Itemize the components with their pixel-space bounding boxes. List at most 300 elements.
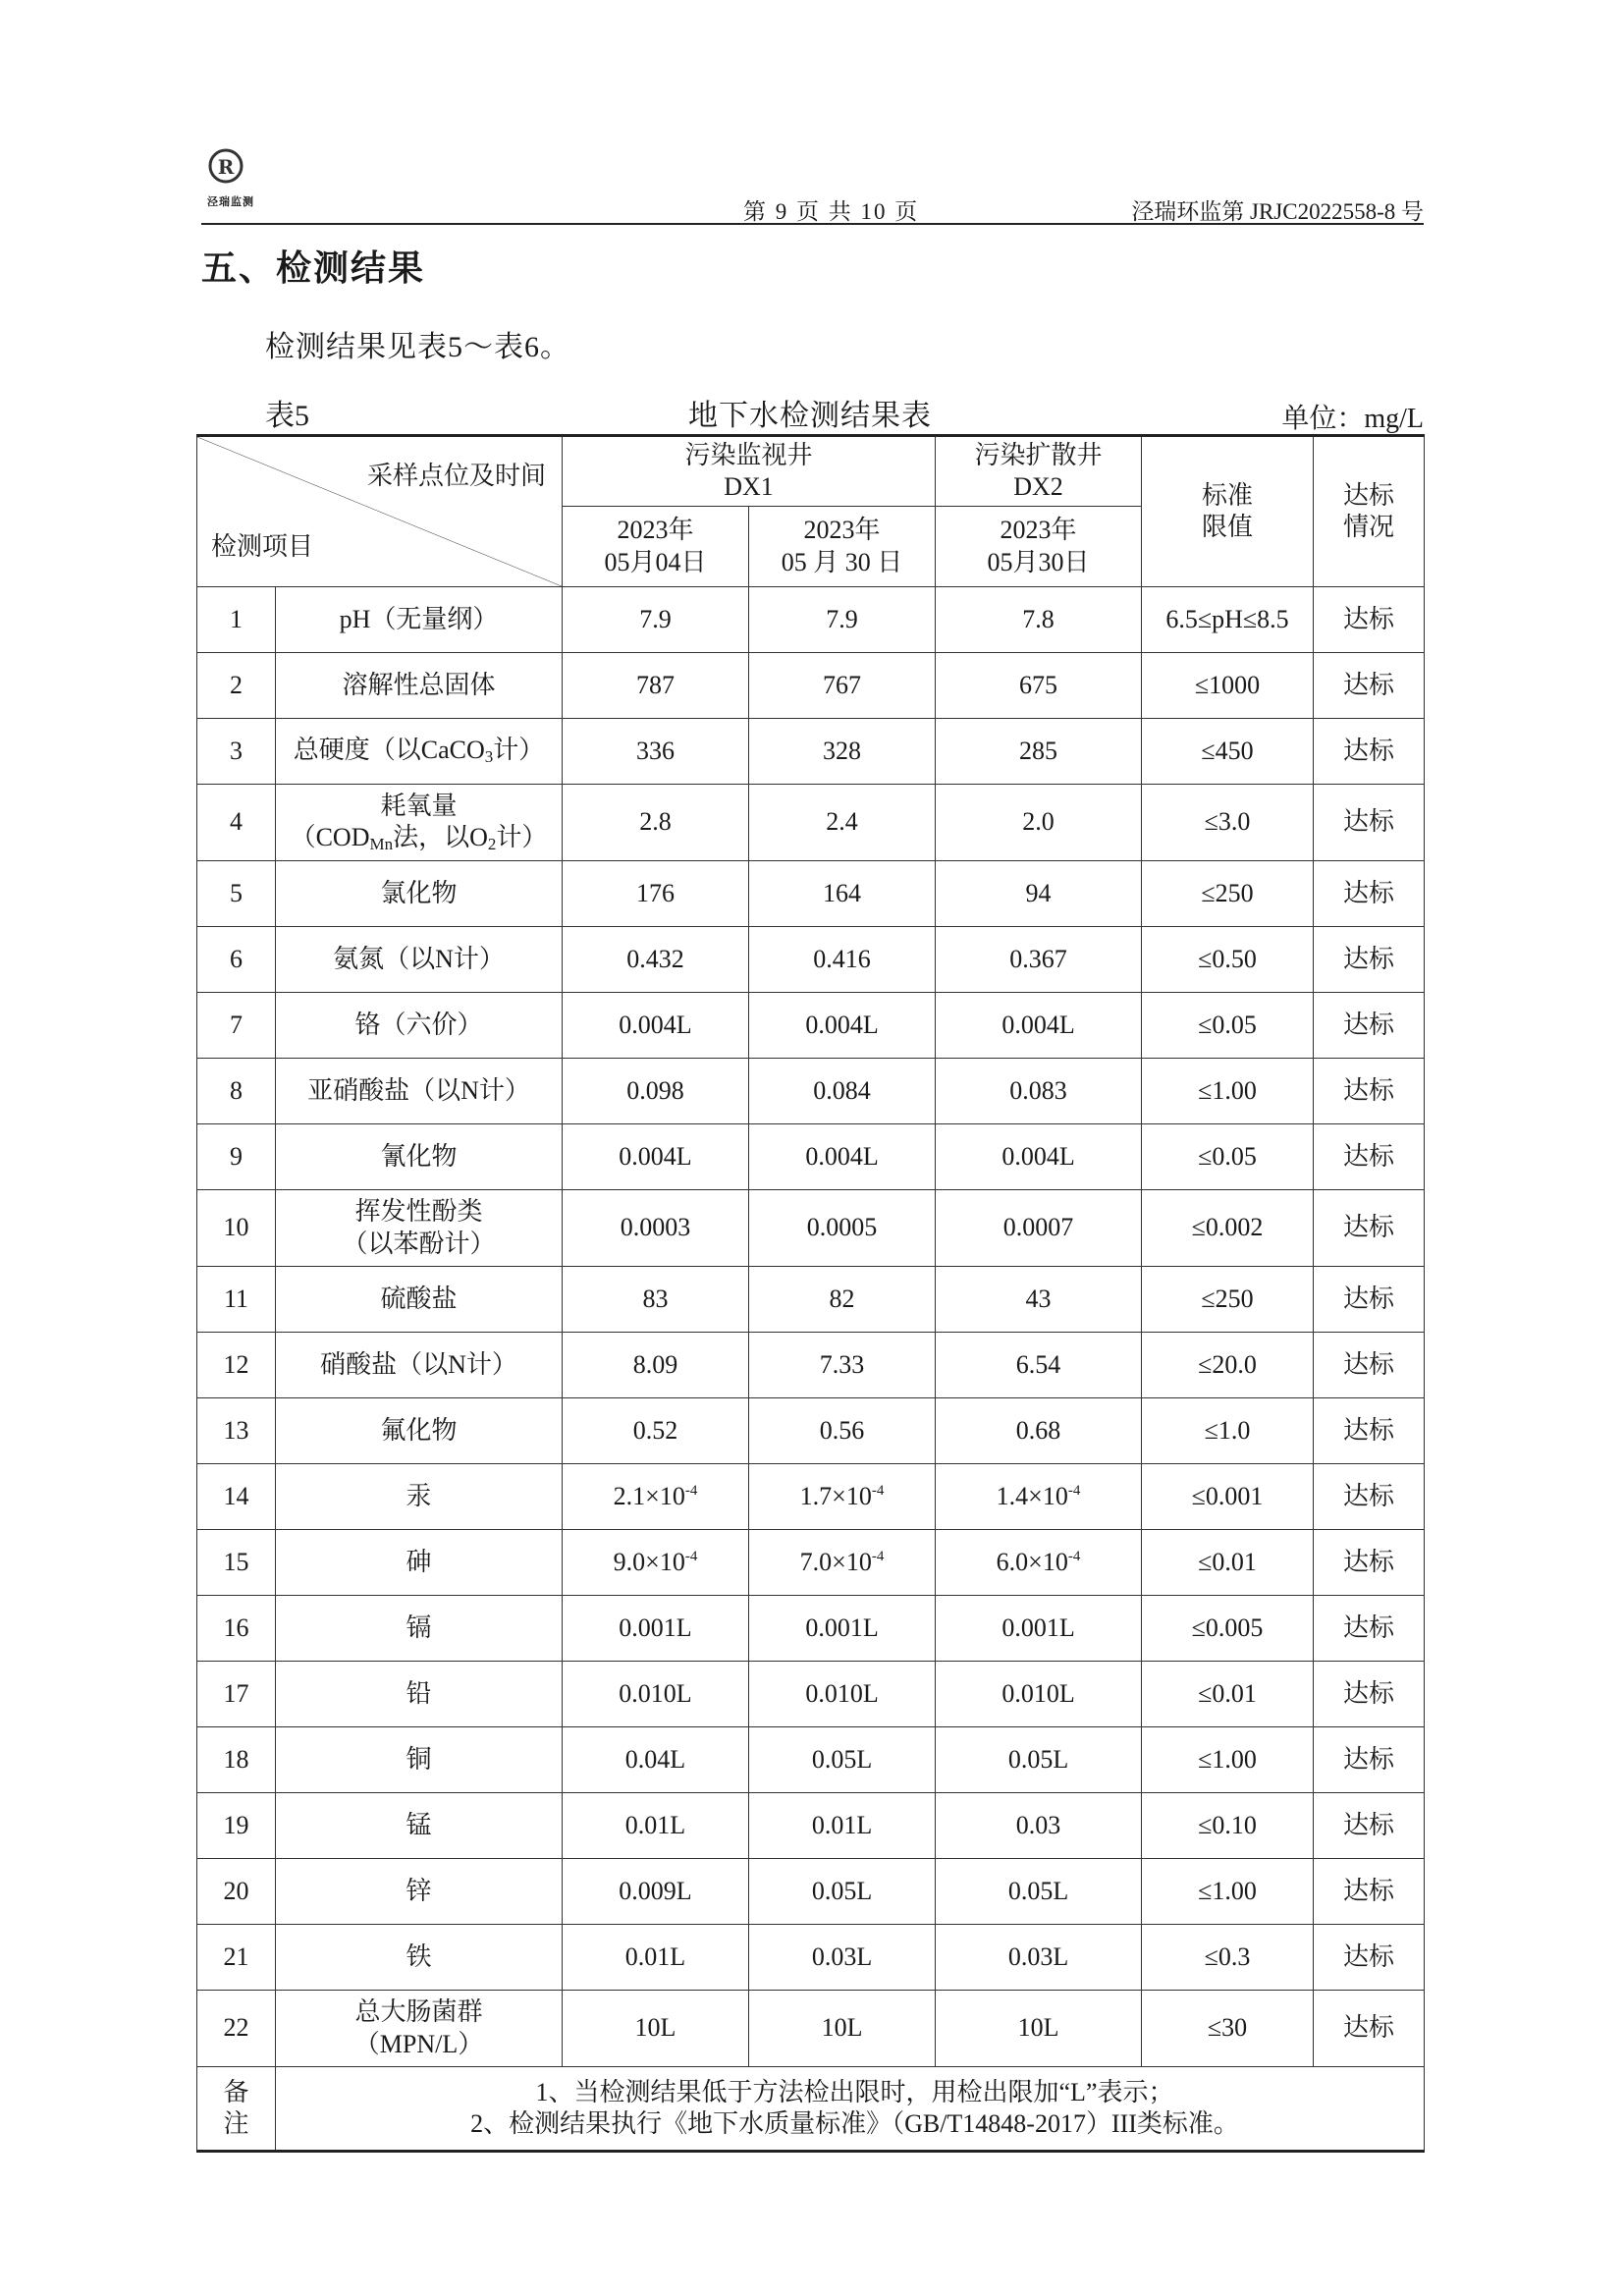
test-item-name: 铜 (406, 1744, 432, 1774)
test-item (276, 1059, 563, 1124)
compliance-status (1314, 927, 1425, 993)
test-item (276, 1464, 563, 1530)
test-item-name: 硝酸盐（以N计） (320, 1349, 517, 1379)
standard-limit (1142, 785, 1314, 861)
table-row (197, 1464, 1425, 1530)
row-number (197, 1464, 276, 1530)
value-text: 43 (1025, 1284, 1052, 1313)
table-unit: 单位：mg/L (1281, 404, 1424, 434)
compliance-status (1314, 861, 1425, 927)
result-value-2 (749, 1333, 936, 1398)
row-number-text: 8 (230, 1075, 243, 1105)
status-text: 达标 (1343, 1284, 1395, 1313)
row-number-text: 15 (223, 1547, 249, 1576)
test-item (276, 653, 563, 719)
table-row (197, 785, 1425, 861)
result-value-2 (749, 1464, 936, 1530)
test-item (276, 1267, 563, 1333)
compliance-status (1314, 1662, 1425, 1727)
result-value-2 (749, 1267, 936, 1333)
table-row (197, 1727, 1425, 1793)
limit-text: ≤1.0 (1204, 1415, 1251, 1445)
header-diagonal-cell (197, 436, 563, 587)
value-exponent: -4 (1067, 1548, 1081, 1564)
row-number (197, 1925, 276, 1991)
row-number (197, 785, 276, 861)
value-text: 336 (636, 736, 675, 765)
status-text: 达标 (1343, 1547, 1395, 1576)
result-value-3 (936, 1530, 1142, 1596)
value-text: 0.001L (1001, 1613, 1075, 1642)
page-header (201, 142, 1424, 225)
value-text: 767 (823, 670, 861, 699)
test-item (276, 1398, 563, 1464)
remark-1: 1、当检测结果低于方法检出限时，用检出限加“L”表示； (535, 2077, 1174, 2106)
result-value-2 (749, 993, 936, 1059)
result-value-3 (936, 1662, 1142, 1727)
standard-limit (1142, 1793, 1314, 1859)
table-row (197, 1662, 1425, 1727)
status-text: 达标 (1343, 807, 1395, 837)
row-number-text: 1 (230, 604, 243, 633)
value-text: 328 (823, 736, 861, 765)
result-value-3 (936, 1267, 1142, 1333)
date2-header (749, 507, 936, 587)
row-number (197, 1859, 276, 1925)
result-value-3 (936, 653, 1142, 719)
value-text: 8.09 (632, 1349, 678, 1379)
status-text: 达标 (1343, 736, 1395, 765)
value-text: 6.54 (1015, 1349, 1061, 1379)
test-item (276, 1190, 563, 1267)
result-value-2 (749, 861, 936, 927)
limit-text: ≤3.0 (1204, 807, 1251, 837)
value-mantissa: 2.1×10 (613, 1481, 685, 1510)
value-text: 2.0 (1022, 807, 1055, 837)
value-text: 0.05L (1007, 1744, 1069, 1774)
table-caption (196, 391, 1424, 434)
result-value-3 (936, 1859, 1142, 1925)
result-value-3 (936, 1333, 1142, 1398)
value-text: 0.05L (1007, 1876, 1069, 1905)
remarks-label-line2: 注 (223, 2109, 249, 2138)
compliance-status (1314, 1530, 1425, 1596)
limit-text: ≤0.005 (1191, 1613, 1264, 1642)
limit-text: ≤450 (1201, 736, 1254, 765)
result-value-2 (749, 587, 936, 653)
row-number-text: 5 (230, 878, 243, 907)
compliance-status (1314, 1267, 1425, 1333)
row-number (197, 1267, 276, 1333)
table-row (197, 1124, 1425, 1190)
standard-limit (1142, 1398, 1314, 1464)
row-number (197, 719, 276, 785)
value-text: 0.01L (811, 1810, 873, 1839)
site1-header (563, 436, 936, 507)
value-text: 0.010L (805, 1678, 879, 1708)
value-text: 0.416 (813, 944, 871, 973)
compliance-status (1314, 719, 1425, 785)
status-text: 达标 (1343, 1810, 1395, 1839)
compliance-status (1314, 1991, 1425, 2067)
test-item-line1: 耗氧量 (380, 791, 458, 820)
diag-header-sampling: 采样点位及时间 (366, 462, 546, 490)
test-item-name: 硫酸盐 (380, 1284, 458, 1313)
company-logo (201, 146, 270, 215)
row-number-text: 3 (230, 736, 243, 765)
test-item-name: 镉 (406, 1613, 432, 1642)
table-number: 表5 (265, 400, 309, 432)
remarks-label (197, 2067, 276, 2152)
row-number-text: 14 (223, 1481, 249, 1510)
test-item (276, 927, 563, 993)
value-text: 0.01L (624, 1941, 686, 1971)
value-text: 0.52 (632, 1415, 678, 1445)
table-row (197, 719, 1425, 785)
value-text: 0.432 (626, 944, 684, 973)
site1-code: DX1 (724, 472, 774, 501)
section-title: 五、检测结果 (201, 248, 426, 289)
subscript: Mn (369, 835, 394, 854)
result-value-2 (749, 1190, 936, 1267)
test-item (276, 1925, 563, 1991)
test-item-name: 铅 (406, 1678, 432, 1708)
standard-limit (1142, 1662, 1314, 1727)
test-item-name: 汞 (406, 1481, 432, 1510)
result-value-2 (749, 1793, 936, 1859)
value-text: 0.004L (619, 1010, 692, 1039)
result-value-1 (563, 785, 749, 861)
result-value-1 (563, 1267, 749, 1333)
limit-text: ≤1000 (1194, 670, 1261, 699)
result-value-3 (936, 1991, 1142, 2067)
test-item-part: 总硬度（以CaCO (293, 736, 485, 765)
value-text: 0.001L (619, 1613, 692, 1642)
result-value-2 (749, 1530, 936, 1596)
value-text: 0.009L (619, 1876, 692, 1905)
row-number (197, 1398, 276, 1464)
test-item (276, 1991, 563, 2067)
test-item-part: 计） (496, 823, 548, 852)
test-item (276, 1333, 563, 1398)
limit-text: 6.5≤pH≤8.5 (1165, 604, 1289, 633)
result-value-2 (749, 1662, 936, 1727)
limit-text: ≤0.50 (1198, 944, 1257, 973)
value-text: 0.004L (805, 1141, 879, 1171)
value-text: 787 (636, 670, 675, 699)
row-number (197, 1596, 276, 1662)
value-text: 0.03 (1015, 1810, 1061, 1839)
value-text: 2.4 (826, 807, 858, 837)
row-number (197, 1190, 276, 1267)
site2-header (936, 436, 1142, 507)
test-item (276, 587, 563, 653)
value-text: 0.083 (1009, 1075, 1067, 1105)
result-value-2 (749, 1859, 936, 1925)
status-text: 达标 (1343, 1075, 1395, 1105)
compliance-status (1314, 1727, 1425, 1793)
value-text: 0.010L (1001, 1678, 1075, 1708)
result-value-3 (936, 1727, 1142, 1793)
limit-text: ≤0.001 (1191, 1481, 1264, 1510)
standard-limit (1142, 1596, 1314, 1662)
result-value-2 (749, 1596, 936, 1662)
standard-header-line1: 标准 (1202, 480, 1254, 510)
test-item-line1: 挥发性酚类 (354, 1197, 483, 1226)
test-item (276, 1727, 563, 1793)
limit-text: ≤1.00 (1198, 1075, 1257, 1105)
value-text: 0.04L (624, 1744, 686, 1774)
status-text: 达标 (1343, 1141, 1395, 1171)
limit-text: ≤30 (1207, 2013, 1248, 2043)
result-value-1 (563, 1727, 749, 1793)
standard-limit (1142, 1333, 1314, 1398)
row-number (197, 1662, 276, 1727)
limit-text: ≤250 (1201, 878, 1254, 907)
result-value-3 (936, 1059, 1142, 1124)
standard-limit (1142, 653, 1314, 719)
standard-limit (1142, 1190, 1314, 1267)
row-number (197, 1124, 276, 1190)
result-value-1 (563, 653, 749, 719)
site2-name: 污染扩散井 (974, 440, 1103, 469)
row-number (197, 653, 276, 719)
value-text: 285 (1019, 736, 1058, 765)
subscript: 2 (487, 835, 497, 854)
site2-code: DX2 (1013, 472, 1063, 501)
site1-name: 污染监视井 (684, 440, 813, 469)
status-text: 达标 (1343, 878, 1395, 907)
value-exponent: -4 (1067, 1482, 1081, 1499)
table-row (197, 1267, 1425, 1333)
result-value-2 (749, 653, 936, 719)
result-value-2 (749, 785, 936, 861)
row-number-text: 16 (223, 1613, 249, 1642)
standard-limit (1142, 1925, 1314, 1991)
value-text: 0.0007 (1002, 1213, 1074, 1242)
status-text: 达标 (1343, 2013, 1395, 2043)
test-item-line2 (276, 822, 562, 854)
result-value-3 (936, 1925, 1142, 1991)
status-text: 达标 (1343, 1941, 1395, 1971)
status-header-line1: 达标 (1343, 480, 1395, 510)
standard-limit (1142, 993, 1314, 1059)
value-text: 2.8 (639, 807, 672, 837)
row-number (197, 1333, 276, 1398)
compliance-status (1314, 993, 1425, 1059)
compliance-status (1314, 1398, 1425, 1464)
standard-limit (1142, 861, 1314, 927)
row-number-text: 17 (223, 1678, 249, 1708)
table-row (197, 1190, 1425, 1267)
value-mantissa: 9.0×10 (613, 1547, 685, 1576)
date3-header (936, 507, 1142, 587)
row-number-text: 21 (223, 1941, 249, 1971)
row-number-text: 10 (223, 1213, 249, 1242)
test-item-name: 氟化物 (380, 1415, 458, 1445)
compliance-status (1314, 653, 1425, 719)
result-value-1 (563, 861, 749, 927)
status-text: 达标 (1343, 670, 1395, 699)
row-number-text: 11 (223, 1284, 249, 1313)
value-exponent: -4 (871, 1482, 885, 1499)
value-exponent: -4 (684, 1548, 698, 1564)
limit-text: ≤250 (1201, 1284, 1254, 1313)
row-number-text: 6 (230, 944, 243, 973)
status-text: 达标 (1343, 1349, 1395, 1379)
value-text: 0.004L (1001, 1010, 1075, 1039)
value-exponent: -4 (684, 1482, 698, 1499)
test-item (276, 993, 563, 1059)
test-item (276, 1793, 563, 1859)
value-text: 0.68 (1015, 1415, 1061, 1445)
compliance-status (1314, 1859, 1425, 1925)
test-item (276, 1662, 563, 1727)
result-value-3 (936, 719, 1142, 785)
standard-limit (1142, 1059, 1314, 1124)
status-text: 达标 (1343, 1481, 1395, 1510)
result-value-3 (936, 587, 1142, 653)
value-text: 7.9 (639, 604, 672, 633)
intro-text: 检测结果见表5～表6。 (265, 331, 570, 363)
value-text: 0.010L (619, 1678, 692, 1708)
row-number (197, 861, 276, 927)
result-value-1 (563, 1530, 749, 1596)
table-row (197, 1925, 1425, 1991)
row-number (197, 587, 276, 653)
status-text: 达标 (1343, 1876, 1395, 1905)
test-item-name: 溶解性总固体 (342, 670, 496, 699)
table-row (197, 1059, 1425, 1124)
value-text: 10L (634, 2013, 676, 2043)
logo-emblem-icon (201, 146, 250, 190)
value-text: 164 (823, 878, 861, 907)
value-text: 0.001L (805, 1613, 879, 1642)
result-value-1 (563, 587, 749, 653)
test-item-name: 氨氮（以N计） (333, 944, 505, 973)
compliance-status (1314, 1925, 1425, 1991)
value-text: 10L (1017, 2013, 1059, 2043)
result-value-2 (749, 1124, 936, 1190)
test-item-name: 铬（六价） (354, 1010, 483, 1039)
result-value-1 (563, 1596, 749, 1662)
result-value-1 (563, 1124, 749, 1190)
limit-text: ≤0.05 (1198, 1010, 1257, 1039)
result-value-1 (563, 1793, 749, 1859)
table-row (197, 861, 1425, 927)
value-text: 0.004L (1001, 1141, 1075, 1171)
result-value-3 (936, 1190, 1142, 1267)
row-number (197, 1059, 276, 1124)
table-row (197, 1333, 1425, 1398)
compliance-status (1314, 1596, 1425, 1662)
test-item-part: 计） (493, 736, 545, 765)
result-value-3 (936, 927, 1142, 993)
table-row (197, 1859, 1425, 1925)
standard-limit (1142, 1530, 1314, 1596)
standard-header-line2: 限值 (1202, 513, 1254, 541)
test-item-name: pH（无量纲） (339, 604, 499, 633)
value-text: 0.05L (811, 1876, 873, 1905)
limit-text: ≤0.002 (1191, 1213, 1264, 1242)
result-value-1 (563, 1464, 749, 1530)
value-text: 7.8 (1022, 604, 1055, 633)
standard-limit (1142, 719, 1314, 785)
table-row (197, 1596, 1425, 1662)
test-item-name: 锰 (406, 1810, 432, 1839)
date1-header (563, 507, 749, 587)
row-number (197, 993, 276, 1059)
test-item-part: 法，以O (393, 823, 488, 852)
remarks-label-line1: 备 (223, 2077, 249, 2106)
test-item-line1: 总大肠菌群 (354, 1997, 483, 2026)
row-number-text: 12 (223, 1349, 249, 1379)
standard-header (1142, 436, 1314, 587)
table-row (197, 1530, 1425, 1596)
date2-day: 05 月 30 日 (781, 547, 903, 576)
result-value-1 (563, 993, 749, 1059)
row-number (197, 1530, 276, 1596)
value-text: 0.367 (1009, 944, 1067, 973)
result-value-3 (936, 993, 1142, 1059)
table-row (197, 653, 1425, 719)
result-value-1 (563, 1859, 749, 1925)
compliance-status (1314, 785, 1425, 861)
row-number-text: 18 (223, 1744, 249, 1774)
standard-limit (1142, 1727, 1314, 1793)
value-text: 83 (642, 1284, 669, 1313)
value-text: 82 (829, 1284, 855, 1313)
row-number-text: 20 (223, 1876, 249, 1905)
result-value-1 (563, 927, 749, 993)
row-number-text: 4 (230, 807, 243, 837)
value-text: 176 (636, 878, 675, 907)
limit-text: ≤1.00 (1198, 1876, 1257, 1905)
test-item-line2: （以苯酚计） (342, 1229, 496, 1258)
result-value-3 (936, 1596, 1142, 1662)
value-text: 0.05L (811, 1744, 873, 1774)
result-value-1 (563, 1398, 749, 1464)
result-value-2 (749, 927, 936, 993)
date2-year: 2023年 (803, 516, 881, 544)
status-text: 达标 (1343, 1010, 1395, 1039)
test-item-name: 氯化物 (380, 878, 458, 907)
result-value-3 (936, 1124, 1142, 1190)
standard-limit (1142, 927, 1314, 993)
report-number: 泾瑞环监第 JRJC2022558-8 号 (1131, 199, 1424, 224)
page-number: 第 9 页 共 10 页 (743, 199, 920, 224)
result-value-3 (936, 1398, 1142, 1464)
row-number (197, 1793, 276, 1859)
status-text: 达标 (1343, 944, 1395, 973)
status-text: 达标 (1343, 1213, 1395, 1242)
status-text: 达标 (1343, 604, 1395, 633)
table-title: 地下水检测结果表 (688, 400, 932, 432)
value-text: 7.33 (819, 1349, 865, 1379)
date1-year: 2023年 (617, 516, 694, 544)
row-number-text: 7 (230, 1010, 243, 1039)
status-text: 达标 (1343, 1678, 1395, 1708)
date3-year: 2023年 (1000, 516, 1077, 544)
limit-text: ≤0.01 (1198, 1678, 1257, 1708)
table-row (197, 993, 1425, 1059)
compliance-status (1314, 1124, 1425, 1190)
value-text: 0.004L (805, 1010, 879, 1039)
value-mantissa: 7.0×10 (799, 1547, 872, 1576)
test-item (276, 785, 563, 861)
standard-limit (1142, 587, 1314, 653)
value-text: 0.0005 (806, 1213, 878, 1242)
